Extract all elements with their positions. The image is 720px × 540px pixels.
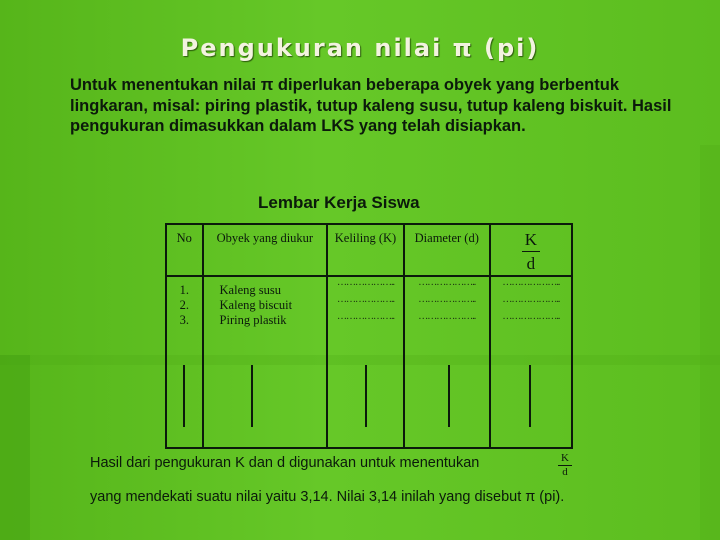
row-number: 2. [179,298,189,312]
blank-entry: ……………….. [336,277,394,288]
column-circumference [327,276,404,448]
header-object: Obyek yang diukur [203,224,328,276]
decor-band-left [0,355,30,540]
column-no [166,276,203,448]
row-object: Piring plastik [219,313,287,327]
worksheet-heading: Lembar Kerja Siswa [258,193,420,212]
column-diameter [404,276,490,448]
blank-entry: ……………….. [418,311,476,322]
row-object: Kaleng susu [219,283,281,297]
result-line-2: yang mendekati suatu nilai yaitu 3,14. Nilai 3,14 inilah yang disebut π (pi). [90,489,565,505]
decor-band-right [700,145,720,540]
blank-entry: ……………….. [502,311,560,322]
blank-entry: ……………….. [502,294,560,305]
slide-title: Pengukuran nilai π (pi) [180,34,540,62]
ratio-numerator: K [524,230,537,249]
fraction-bar [522,251,540,252]
result-line-1: Hasil dari pengukuran K dan d digunakan untuk menentukan [90,455,480,471]
row-number: 3. [179,313,189,327]
row-number: 1. [179,283,189,297]
result-numerator: K [561,452,569,464]
header-no: No [166,224,203,276]
blank-entry: ……………….. [502,277,560,288]
header-diameter: Diameter (d) [404,224,490,276]
row-object: Kaleng biscuit [219,298,293,312]
blank-entry: ……………….. [418,277,476,288]
ratio-fraction [522,231,540,272]
worksheet-table [165,223,573,449]
table-body-row [166,276,572,448]
blank-entry: ……………….. [418,294,476,305]
intro-paragraph: Untuk menentukan nilai π diperlukan beberapa obyek yang berbentuk lingkaran, misal: piring plastik, tutup kaleng susu, tutup kaleng biskuit. Hasil pengukuran dimasukkan dalam LKS yang telah disiapkan. [70,76,672,135]
column-object [203,276,328,448]
ratio-denominator: d [526,254,536,273]
column-ratio [490,276,572,448]
header-ratio [490,224,572,276]
blank-entry: ……………….. [336,311,394,322]
blank-entry: ……………….. [336,294,394,305]
header-circumference: Keliling (K) [327,224,404,276]
result-denominator: d [562,466,568,478]
table-header-row [166,224,572,276]
result-fraction [558,453,572,478]
